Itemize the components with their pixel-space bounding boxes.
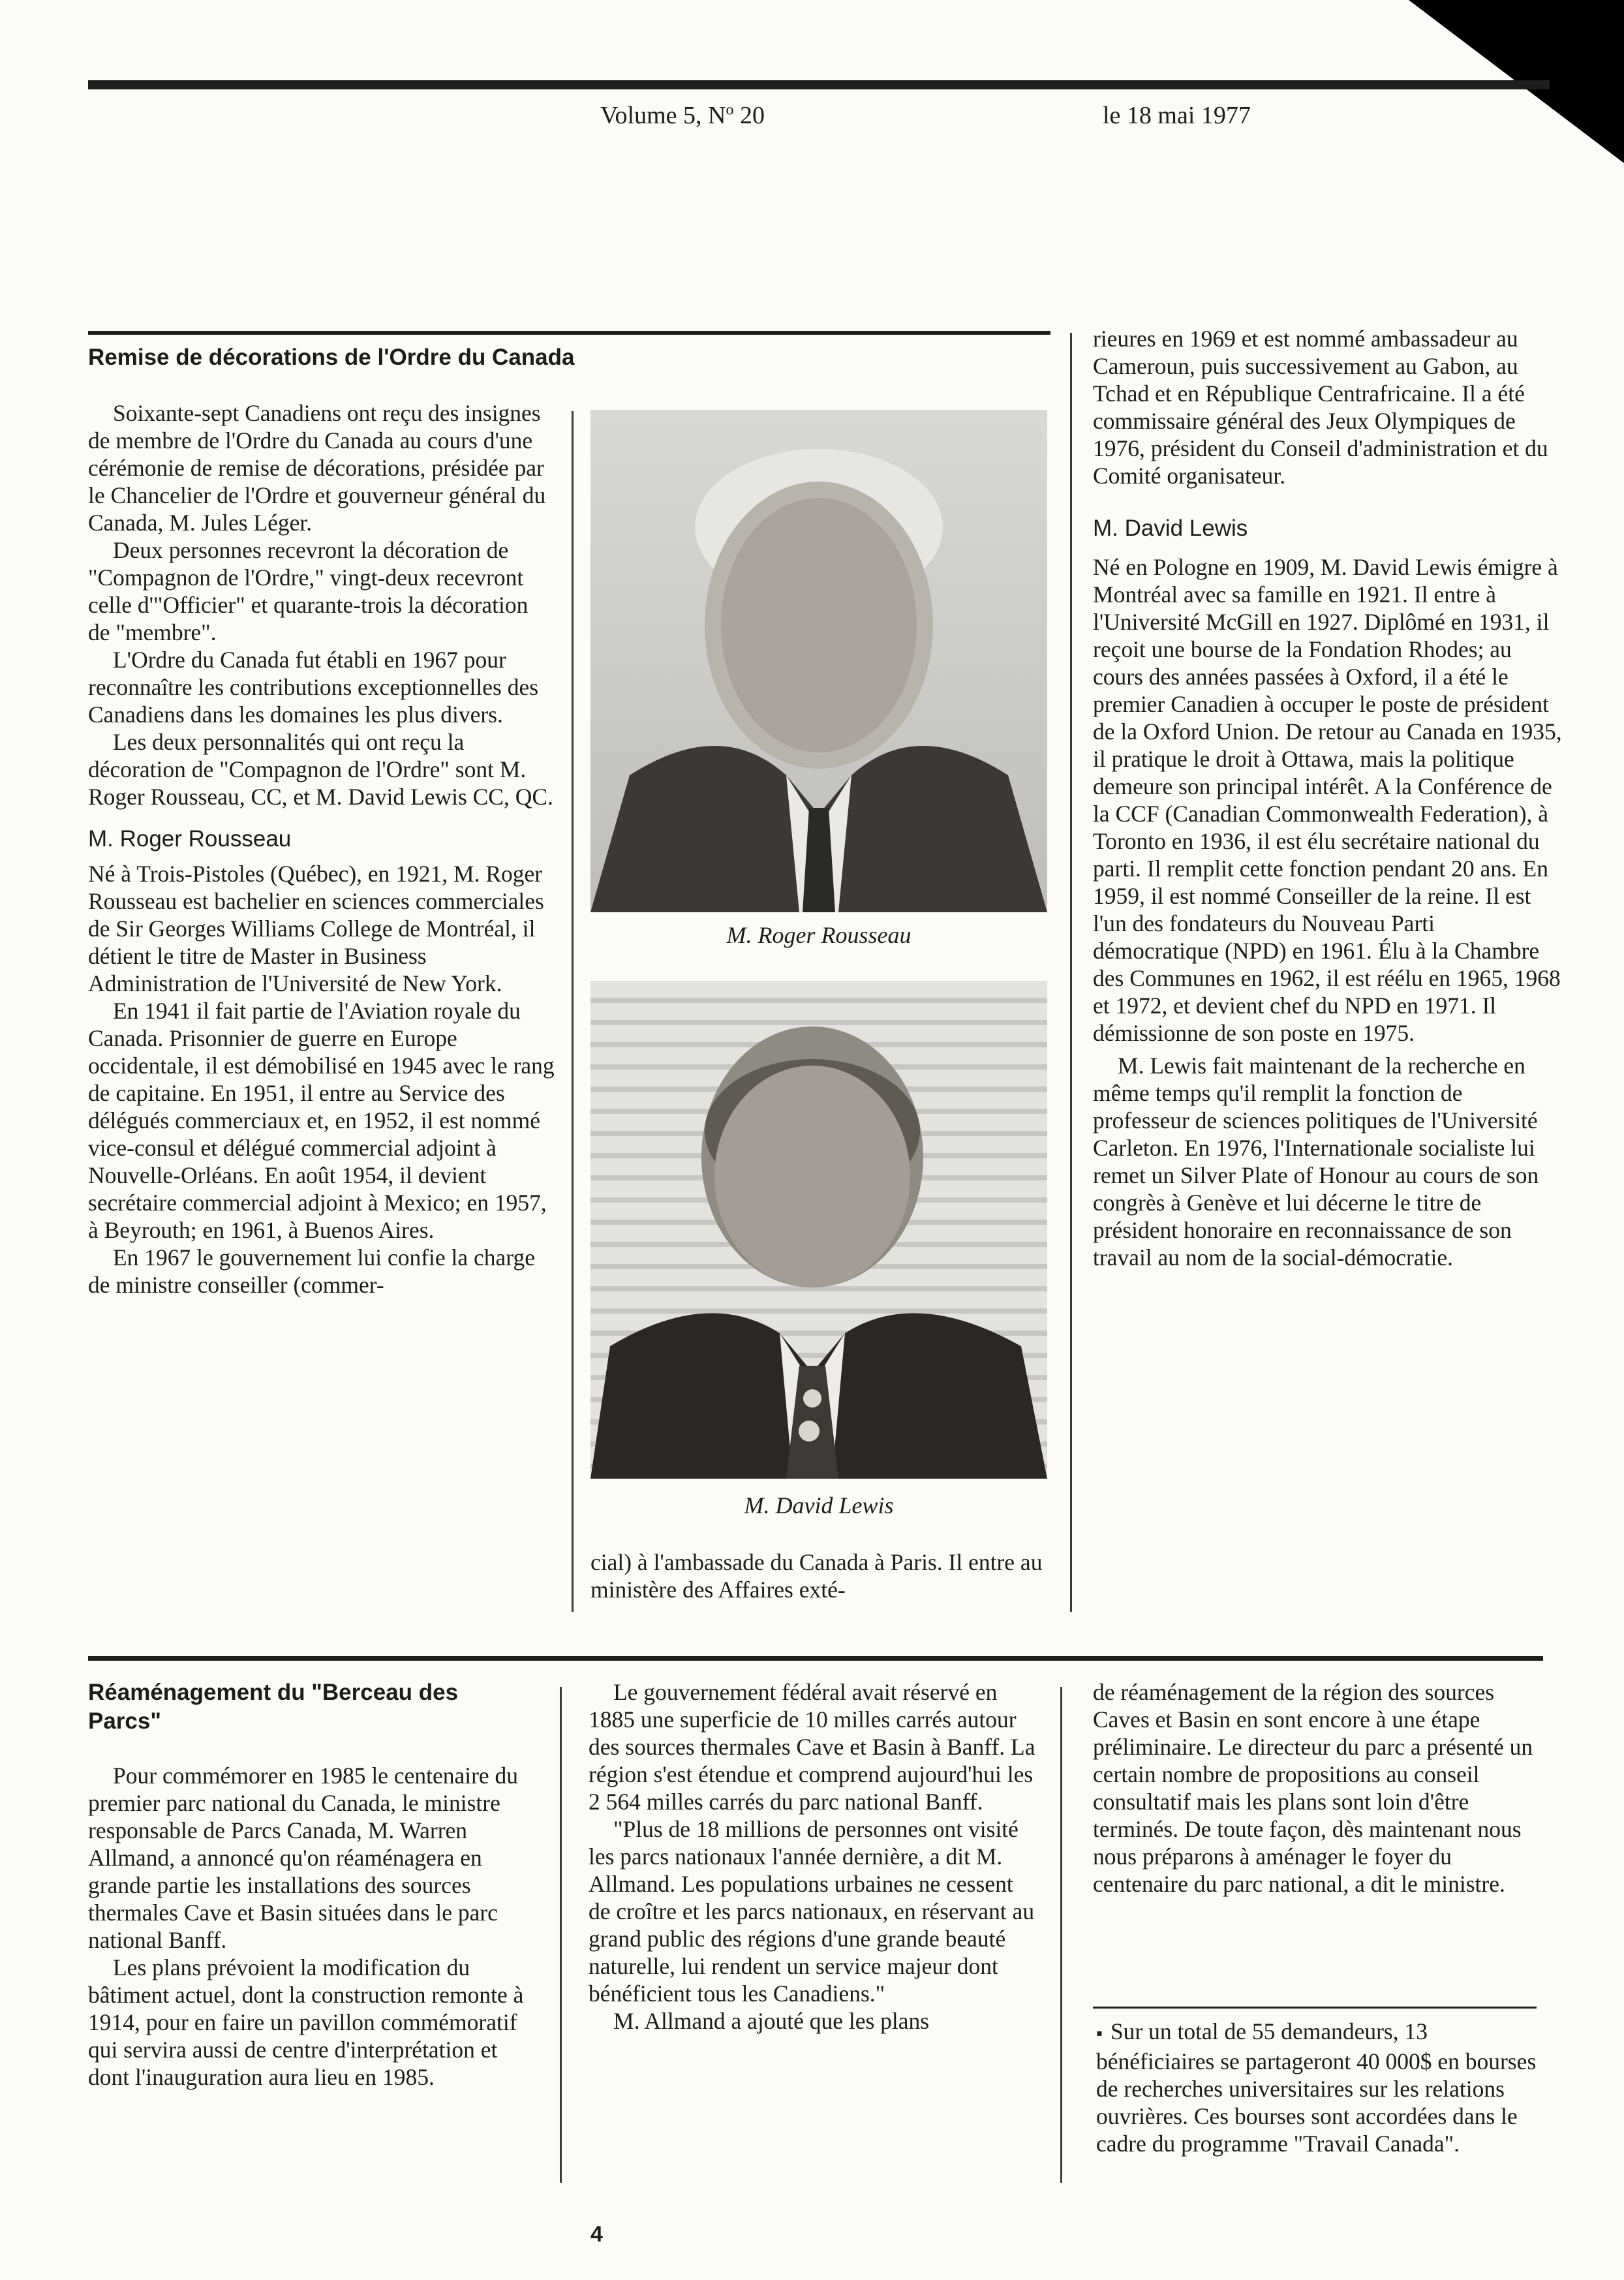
paragraph: Soixante-sept Canadiens ont reçu des insignes de membre de l'Ordre du Canada au cours d'une cérémonie de remise de décorations, présidée par le Chancelier de l'Ordre et gouverneur général du Canada, M. Jules Léger. — [88, 400, 546, 536]
article2-title: Réaménagement du "Berceau des Parcs" — [88, 1680, 459, 1734]
article2-col3 — [1093, 1678, 1550, 1898]
issue-volume: Volume 5, N — [600, 102, 726, 129]
column-divider — [572, 411, 574, 1612]
paragraph: En 1941 il fait partie de l'Aviation royale du Canada. Prisonnier de guerre en Europe occidentale, il est démobilisé en 1945 avec le rang de capitaine. En 1951, il entre au Service des délégués commerciaux et, en 1952, il est nommé vice-consul et délégué commercial adjoint à Nouvelle-Orléans. En août 1954, il devient secrétaire commercial adjoint à Mexico; en 1957, à Beyrouth; en 1961, à Buenos Aires. — [88, 998, 555, 1243]
subheading-rousseau: M. Roger Rousseau — [88, 826, 292, 852]
article2-col1 — [88, 1762, 532, 2091]
paragraph: M. Lewis fait maintenant de la recherche en même temps qu'il remplit la fonction de professeur de sciences politiques de l'Université Carleton. En 1976, l'Internationale socialiste lui remet un Silver Plate of Honour au cours de son congrès à Genève et lui décerne le titre de président honoraire en reconnaissance de son travail au nom de la social-démocratie. — [1093, 1053, 1539, 1271]
issue-date: le 18 mai 1977 — [1103, 102, 1251, 129]
news-brief — [1096, 2018, 1546, 2157]
portrait-lewis-drawing — [590, 981, 1047, 1479]
article1-col3 — [1093, 325, 1563, 1271]
subheading-lewis: M. David Lewis — [1093, 516, 1248, 541]
column-divider — [1060, 1687, 1062, 2183]
column-divider — [1070, 333, 1072, 1612]
brief-text: Sur un total de 55 demandeurs, 13 bénéficiaires se partageront 40 000$ en bourses de recherches universitaires sur les relations ouvrières. Ces bourses sont accordées dans le cadre du programme "Travail Canada". — [1096, 2018, 1537, 2157]
paragraph: Les plans prévoient la modification du bâtiment actuel, dont la construction remonte à 1914, pour en faire un pavillon commémoratif qui servira aussi de centre d'interprétation et dont l'inauguration aura lieu en 1985. — [88, 1954, 524, 2090]
column-divider — [560, 1687, 562, 2183]
issue-volume-sup: o — [726, 101, 734, 119]
header-rule — [88, 80, 1550, 89]
paragraph: de réaménagement de la région des sources Caves et Basin en sont encore à une étape préliminaire. Le directeur du parc a présenté un certain nombre de propositions au conseil consultatif mais les plans sont loin d'être terminés. De toute façon, dès maintenant nous nous préparons à aménager le foyer du centenaire du parc national, a dit le ministre. — [1093, 1679, 1533, 1897]
page-number: 4 — [590, 2222, 603, 2247]
issue-number — [600, 101, 765, 130]
paragraph: Pour commémorer en 1985 le centenaire du premier parc national du Canada, le ministre responsable de Parcs Canada, M. Warren Allmand, a annoncé qu'on réaménagera en grande partie les installations des sources thermales Cave et Basin situées dans le parc national Banff. — [88, 1763, 519, 1953]
portrait-lewis — [590, 981, 1047, 1479]
article1-col2-tail: cial) à l'ambassade du Canada à Paris. Il entre au ministère des Affaires exté- — [590, 1549, 1043, 1603]
photo-caption-rousseau: M. Roger Rousseau — [726, 922, 912, 948]
photo-caption-lewis: M. David Lewis — [744, 1492, 894, 1518]
paragraph: Deux personnes recevront la décoration de "Compagnon de l'Ordre," vingt-deux recevront celle d'"Officier" et quarante-trois la décoration de "membre". — [88, 537, 529, 645]
article2-col2 — [589, 1678, 1039, 2035]
issue-number-value: 20 — [733, 102, 765, 129]
portrait-rousseau — [590, 410, 1047, 912]
article1-title: Remise de décorations de l'Ordre du Canada — [88, 345, 575, 370]
brief-bullet: ▪ — [1096, 2024, 1103, 2044]
paragraph: En 1967 le gouvernement lui confie la charge de ministre conseiller (commer- — [88, 1244, 535, 1298]
paragraph: M. Allmand a ajouté que les plans — [613, 2008, 930, 2034]
article2-top-rule — [88, 1656, 1543, 1661]
paragraph: rieures en 1969 et est nommé ambassadeur au Cameroun, puis successivement au Gabon, au Tchad et en République Centrafricaine. Il a été commissaire général des Jeux Olympiques de 1976, président du Conseil d'administration et du Comité organisateur. — [1093, 326, 1548, 489]
paragraph: Né en Pologne en 1909, M. David Lewis émigre à Montréal avec sa famille en 1921. Il entre à l'Université McGill en 1927. Diplômé en 1931, il reçoit une bourse de la Fondation Rhodes; au cours des années passées à Oxford, il a été le premier Canadien à occuper le poste de président de la Oxford Union. De retour au Canada en 1935, il pratique le droit à Ottawa, mais la politique demeure son principal intérêt. A la Conférence de la CCF (Canadian Commonwealth Federation), à Toronto en 1936, il est élu secrétaire national du parti. Il remplit cette fonction pendant 20 ans. En 1959, il est nommé Conseiller de la reine. Il est l'un des fondateurs du Nouveau Parti démocratique (NPD) en 1961. Élu à la Chambre des Communes en 1962, il est réélu en 1965, 1968 et 1972, et devient chef du NPD en 1971. Il démissionne de son poste en 1975. — [1093, 554, 1562, 1046]
paragraph: "Plus de 18 millions de personnes ont visité les parcs nationaux l'année dernière, a dit M. Allmand. Les populations urbaines ne cessent de croître et les parcs nationaux, en réservant au grand public des régions d'une grande beauté naturelle, lui rendent un service majeur dont bénéficient tous les Canadiens." — [589, 1816, 1035, 2007]
portrait-rousseau-drawing — [590, 410, 1047, 912]
article1-col1 — [88, 399, 555, 1299]
paragraph: L'Ordre du Canada fut établi en 1967 pour reconnaître les contributions exceptionnelles des Canadiens dans les domaines les plus divers. — [88, 647, 539, 728]
paragraph: Les deux personnalités qui ont reçu la décoration de "Compagnon de l'Ordre" sont M. Roger Rousseau, CC, et M. David Lewis CC, QC. — [88, 729, 553, 810]
article1-top-rule — [88, 331, 1050, 335]
paragraph: Le gouvernement fédéral avait réservé en 1885 une superficie de 10 milles carrés autour des sources thermales Cave et Basin à Banff. La région s'est étendue et comprend aujourd'hui les 2 564 milles carrés du parc national Banff. — [589, 1679, 1035, 1815]
brief-rule — [1093, 2007, 1537, 2009]
paragraph: Né à Trois-Pistoles (Québec), en 1921, M. Roger Rousseau est bachelier en sciences commerciales de Sir Georges Williams College de Montréal, il détient le titre de Master in Business Administration de l'Université de New York. — [88, 861, 544, 996]
